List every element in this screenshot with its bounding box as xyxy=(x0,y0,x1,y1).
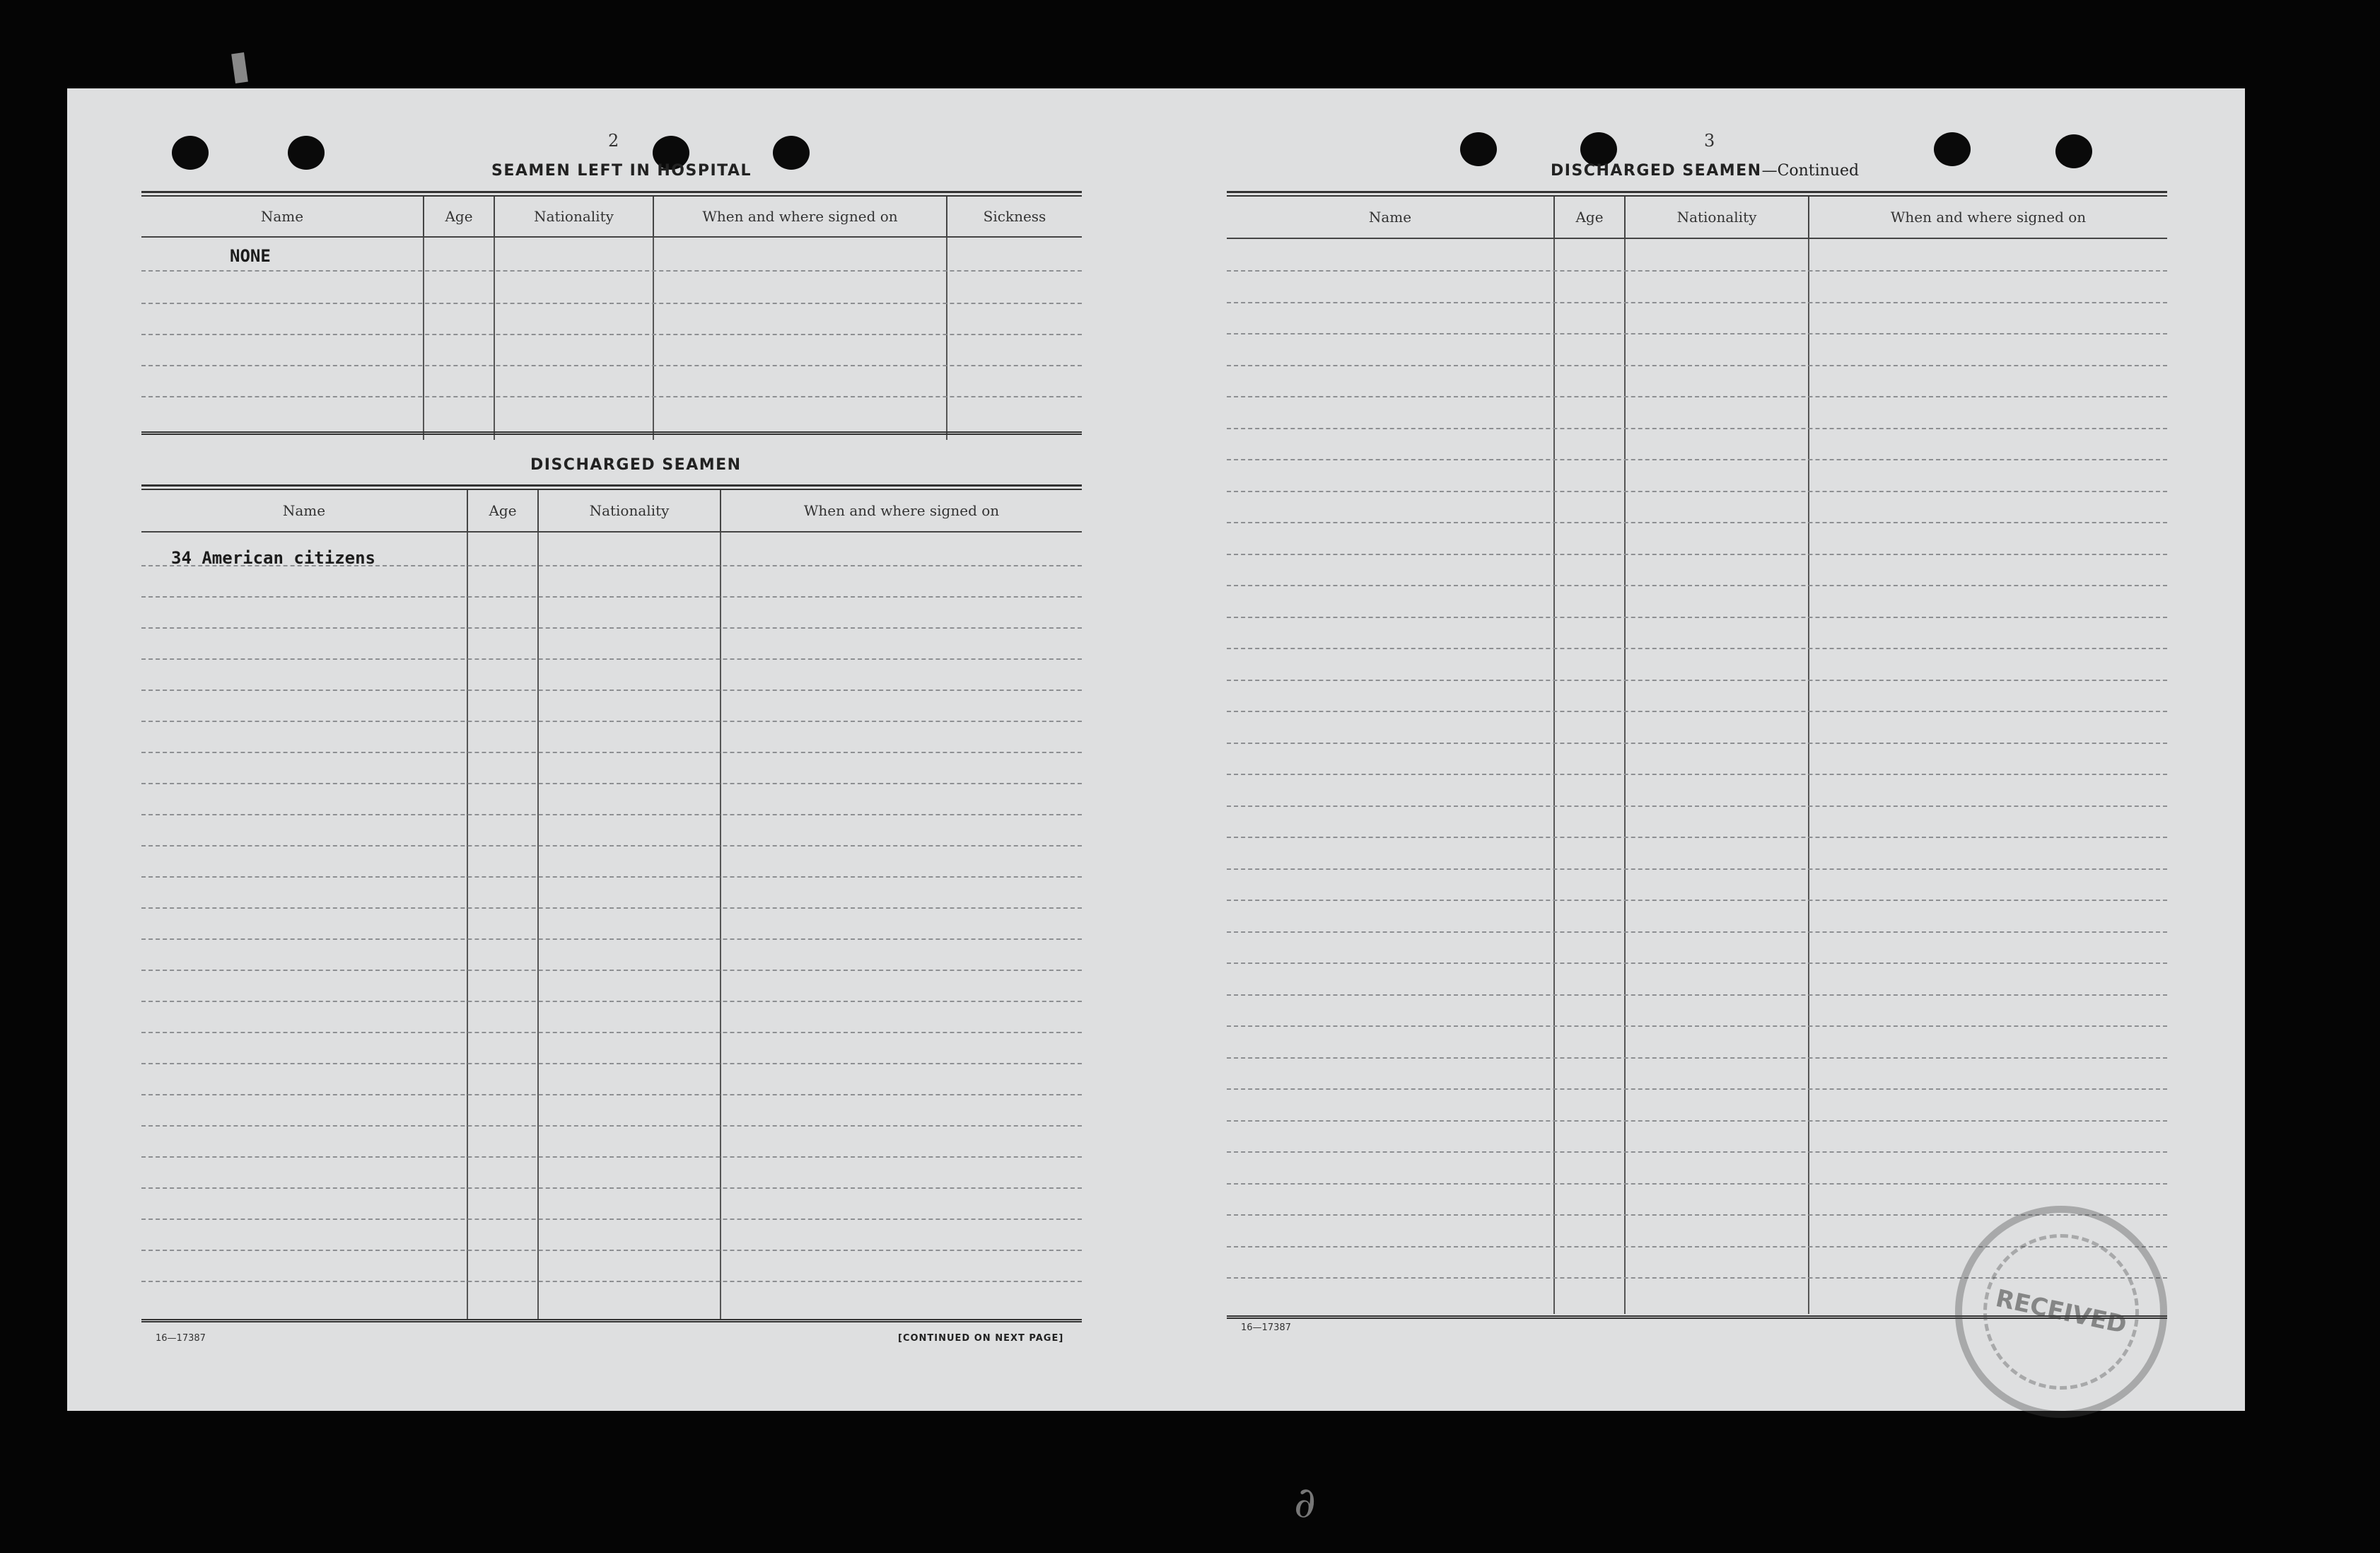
ruled-line xyxy=(141,658,1082,660)
ruled-line xyxy=(141,783,1082,784)
ruled-line xyxy=(1227,774,2167,775)
header-nationality: Nationality xyxy=(537,490,720,531)
column-divider xyxy=(1624,239,1626,1314)
ruled-line xyxy=(1227,365,2167,366)
column-divider xyxy=(1808,239,1809,1314)
ruled-line xyxy=(141,1032,1082,1033)
ruled-line xyxy=(1227,585,2167,586)
ruled-line xyxy=(1227,743,2167,744)
column-divider xyxy=(653,238,654,440)
discharged-table-right xyxy=(1227,191,2167,1322)
stamp-inner-ring xyxy=(1983,1234,2139,1390)
ruled-line xyxy=(141,1001,1082,1002)
ruled-line xyxy=(1227,302,2167,303)
ruled-line xyxy=(141,1281,1082,1282)
ruled-line xyxy=(1227,900,2167,901)
ruled-line xyxy=(1227,711,2167,712)
table-bottom-rule xyxy=(141,431,1082,435)
ruled-line xyxy=(1227,428,2167,429)
header-signed-on: When and where signed on xyxy=(653,197,946,236)
ruled-line xyxy=(1227,1088,2167,1090)
ruled-line xyxy=(1227,522,2167,523)
header-nationality: Nationality xyxy=(494,197,653,236)
ruled-line xyxy=(141,938,1082,940)
ruled-line xyxy=(1227,680,2167,681)
discharged-table-left xyxy=(141,484,1082,1326)
discharged-section-title: DISCHARGED SEAMEN xyxy=(530,456,742,474)
ruled-line xyxy=(1227,270,2167,272)
stamp-text: RECEIVED xyxy=(1993,1284,2130,1340)
ruled-line xyxy=(1227,459,2167,460)
page-number-right: 3 xyxy=(1704,131,1715,151)
ruled-line xyxy=(1227,837,2167,838)
ruled-line xyxy=(1227,805,2167,807)
ruled-line xyxy=(141,690,1082,691)
punch-hole xyxy=(1460,132,1497,166)
ruled-line xyxy=(1227,868,2167,870)
ruled-line xyxy=(1227,1183,2167,1185)
form-number-right: 16—17387 xyxy=(1241,1322,1291,1333)
header-sickness: Sickness xyxy=(946,197,1082,236)
punch-hole xyxy=(2055,134,2092,168)
ruled-line xyxy=(141,1218,1082,1220)
ruled-line xyxy=(1227,1151,2167,1153)
ruled-line xyxy=(1227,617,2167,618)
punch-hole xyxy=(1934,132,1971,166)
table-top-rule xyxy=(141,484,1082,490)
ruled-line xyxy=(141,721,1082,722)
ruled-line xyxy=(141,1063,1082,1064)
hospital-table xyxy=(141,191,1082,438)
ruled-line xyxy=(141,334,1082,335)
ruled-line xyxy=(1227,333,2167,335)
table-header-row xyxy=(1227,197,2167,239)
hospital-section-title: SEAMEN LEFT IN HOSPITAL xyxy=(491,162,752,180)
punch-hole xyxy=(288,136,325,170)
header-name: Name xyxy=(1368,209,1412,226)
ruled-line xyxy=(1227,931,2167,933)
ruled-line xyxy=(141,907,1082,909)
continued-note: [CONTINUED ON NEXT PAGE] xyxy=(898,1333,1064,1344)
column-divider xyxy=(720,533,721,1319)
ruled-line xyxy=(141,970,1082,971)
ruled-line xyxy=(141,1156,1082,1158)
ruled-line xyxy=(141,1250,1082,1251)
ruled-line xyxy=(141,1094,1082,1095)
ruled-line xyxy=(141,365,1082,366)
discharged-entry: 34 American citizens xyxy=(171,548,375,568)
ruled-line xyxy=(1227,648,2167,649)
header-signed-on: When and where signed on xyxy=(720,490,1082,531)
ruled-line xyxy=(141,396,1082,397)
table-header-row xyxy=(141,490,1082,533)
ruled-line xyxy=(141,270,1082,272)
ruled-line xyxy=(1227,962,2167,964)
punch-hole xyxy=(1580,132,1617,166)
ruled-line xyxy=(141,752,1082,753)
ruled-line xyxy=(141,596,1082,598)
ruled-line xyxy=(1227,1120,2167,1122)
ruled-line xyxy=(1227,994,2167,996)
title-continued: —Continued xyxy=(1761,162,1860,180)
ruled-line xyxy=(141,1187,1082,1189)
header-name: Name xyxy=(282,502,326,519)
ruled-line xyxy=(1227,554,2167,555)
header-nationality: Nationality xyxy=(1624,197,1808,238)
column-divider xyxy=(467,533,468,1319)
title-main: DISCHARGED SEAMEN xyxy=(1551,162,1762,180)
received-stamp xyxy=(1955,1206,2167,1418)
table-top-rule xyxy=(1227,191,2167,197)
ruled-line xyxy=(1227,1025,2167,1027)
punch-hole xyxy=(773,136,810,170)
ruled-line xyxy=(141,876,1082,878)
header-age: Age xyxy=(467,490,537,531)
column-divider xyxy=(946,238,947,440)
ruled-line xyxy=(141,1125,1082,1127)
hospital-entry: NONE xyxy=(230,246,271,266)
table-top-rule xyxy=(141,191,1082,197)
table-bottom-rule xyxy=(141,1319,1082,1322)
header-age: Age xyxy=(423,197,494,236)
ruled-line xyxy=(141,303,1082,304)
ruled-line xyxy=(1227,491,2167,492)
punch-hole xyxy=(172,136,209,170)
header-signed-on: When and where signed on xyxy=(1808,197,2167,238)
header-age: Age xyxy=(1553,197,1624,238)
form-sheet xyxy=(67,88,2245,1411)
ruled-line xyxy=(141,845,1082,847)
column-divider xyxy=(494,238,495,440)
table-header-row xyxy=(141,197,1082,238)
discharged-continued-title xyxy=(1551,162,1859,180)
page-number-left: 2 xyxy=(608,131,619,151)
form-number-left: 16—17387 xyxy=(156,1333,206,1344)
margin-handwritten-mark: ∂ xyxy=(1294,1478,1317,1528)
column-divider xyxy=(1553,239,1555,1314)
column-divider xyxy=(423,238,424,440)
column-divider xyxy=(537,533,539,1319)
header-name: Name xyxy=(260,208,304,225)
ruled-line xyxy=(141,627,1082,629)
ruled-line xyxy=(1227,396,2167,397)
ruled-line xyxy=(141,814,1082,815)
ruled-line xyxy=(1227,1057,2167,1059)
